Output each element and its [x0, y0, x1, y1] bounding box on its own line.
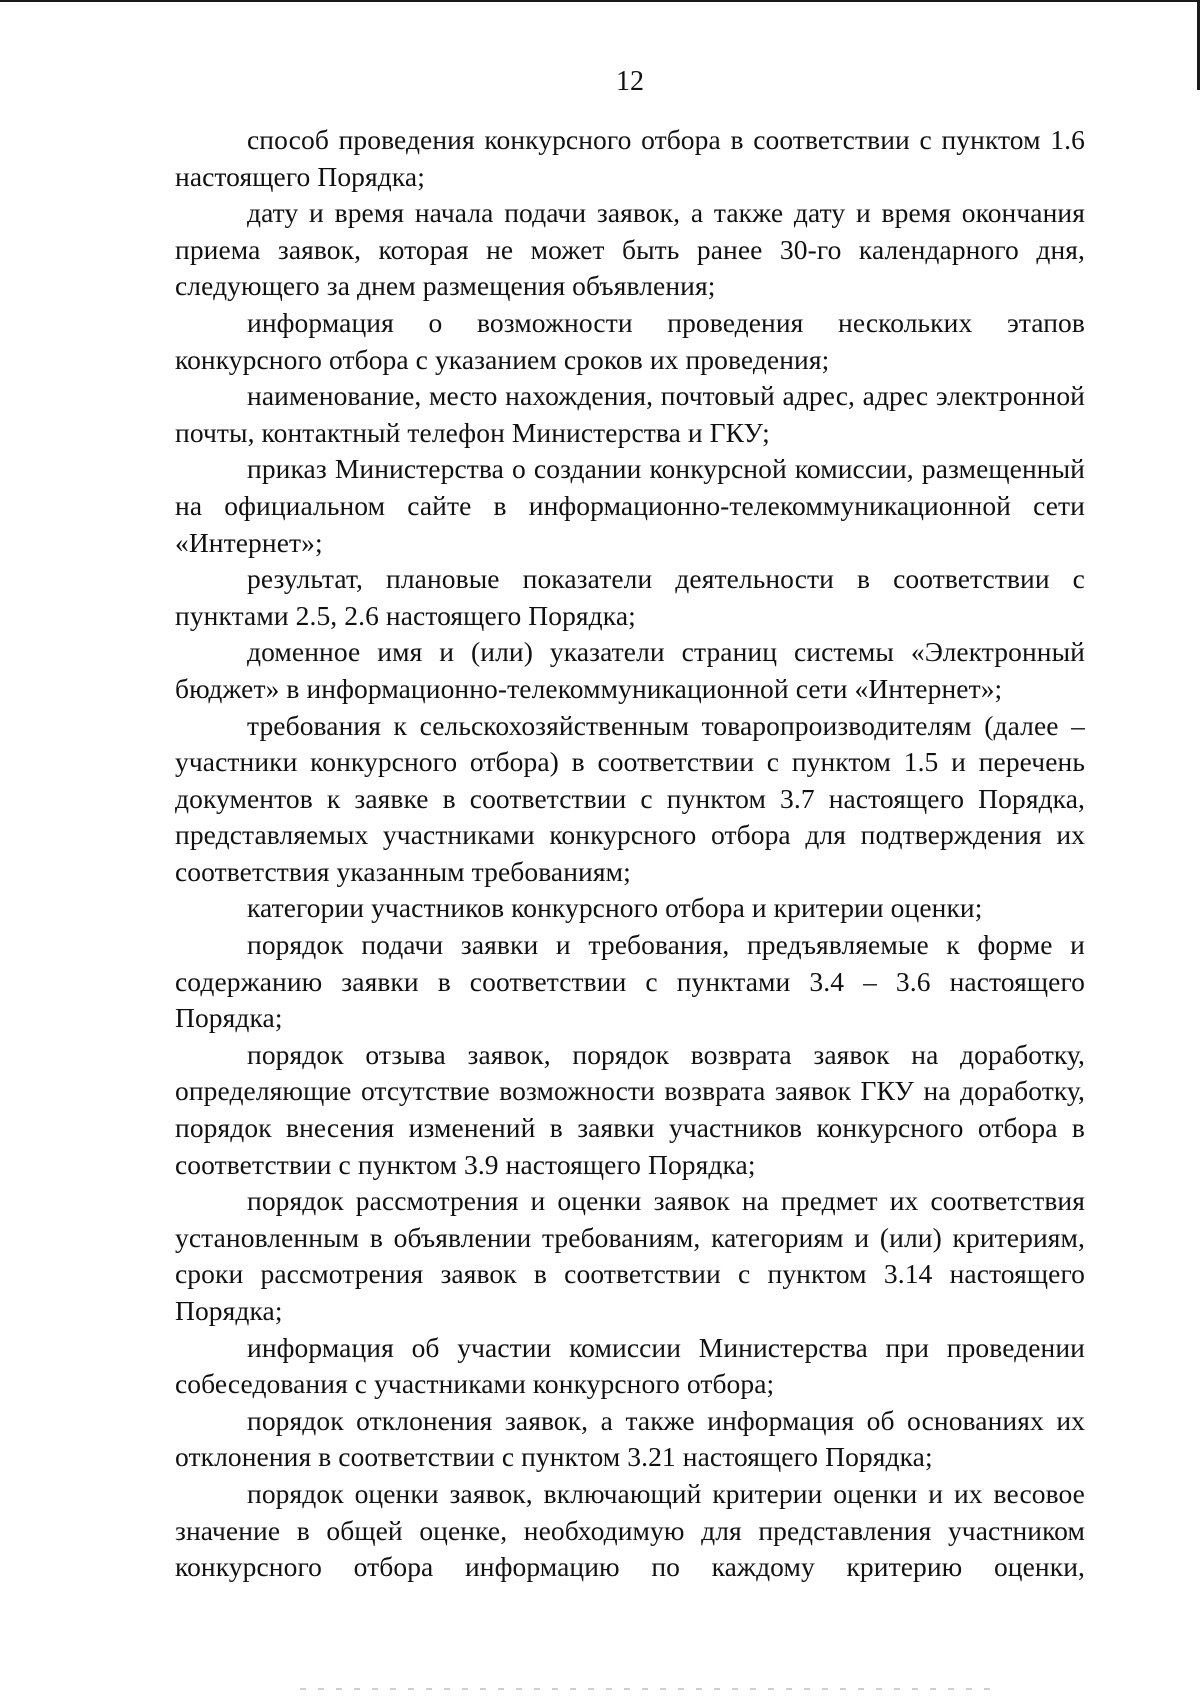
paragraph: информация о возможности проведения нескольких этапов конкурсного отбора с указанием сроков их проведения; [175, 306, 1085, 375]
paragraph: доменное имя и (или) указатели страниц системы «Электронный бюджет» в информационно-телекоммуникационной сети «Интернет»; [175, 636, 1085, 704]
paragraph: информация об участии комиссии Министерства при проведении собеседования с участниками конкурсного отбора; [175, 1331, 1085, 1400]
paragraph: способ проведения конкурсного отбора в соответствии с пунктом 1.6 настоящего Порядка; [175, 124, 1085, 192]
paragraph: порядок оценки заявок, включающий критерии оценки и их весовое значение в общей оценке, необходимую для представления участником конкурсного отбора информацию по каждому критерию оценки, [175, 1477, 1085, 1583]
scan-artifact-bottom [300, 1688, 1000, 1690]
paragraph: порядок рассмотрения и оценки заявок на предмет их соответствия установленным в объявлении требованиям, категориям и (или) критериям, сроки рассмотрения заявок в соответствии с пунктом 3.14 настоящего Порядка; [175, 1185, 1085, 1326]
paragraph: порядок отклонения заявок, а также информация об основаниях их отклонения в соответствии с пунктом 3.21 настоящего Порядка; [175, 1404, 1085, 1473]
paragraph: результат, плановые показатели деятельности в соответствии с пунктами 2.5, 2.6 настоящего Порядка; [175, 563, 1085, 631]
document-body [175, 122, 1085, 1586]
page-number: 12 [616, 66, 644, 97]
scan-top-border [0, 0, 1200, 2]
paragraph: приказ Министерства о создании конкурсной комиссии, размещенный на официальном сайте в информационно-телекоммуникационной сети «Интернет»; [175, 453, 1085, 558]
paragraph: порядок отзыва заявок, порядок возврата заявок на доработку, определяющие отсутствие возможности возврата заявок ГКУ на доработку, порядок внесения изменений в заявки участников конкурсного отбора в соответствии с пунктом 3.9 настоящего Порядка; [175, 1038, 1085, 1180]
paragraph: порядок подачи заявки и требования, предъявляемые к форме и содержанию заявки в соответствии с пунктами 3.4 – 3.6 настоящего Порядка; [175, 929, 1085, 1034]
paragraph: категории участников конкурсного отбора и критерии оценки; [247, 892, 983, 924]
paragraph: наименование, место нахождения, почтовый адрес, адрес электронной почты, контактный телефон Министерства и ГКУ; [175, 380, 1085, 448]
paragraph: требования к сельскохозяйственным товаропроизводителям (далее – участники конкурсного отбора) в соответствии с пунктом 1.5 и перечень документов к заявке в соответствии с пунктом 3.7 настоящего Порядка, представляемых участниками конкурсного отбора для подтверждения их соответствия указанным требованиям; [175, 709, 1085, 887]
paragraph: дату и время начала подачи заявок, а также дату и время окончания приема заявок, которая не может быть ранее 30-го календарного дня, следующего за днем размещения объявления; [175, 197, 1085, 302]
